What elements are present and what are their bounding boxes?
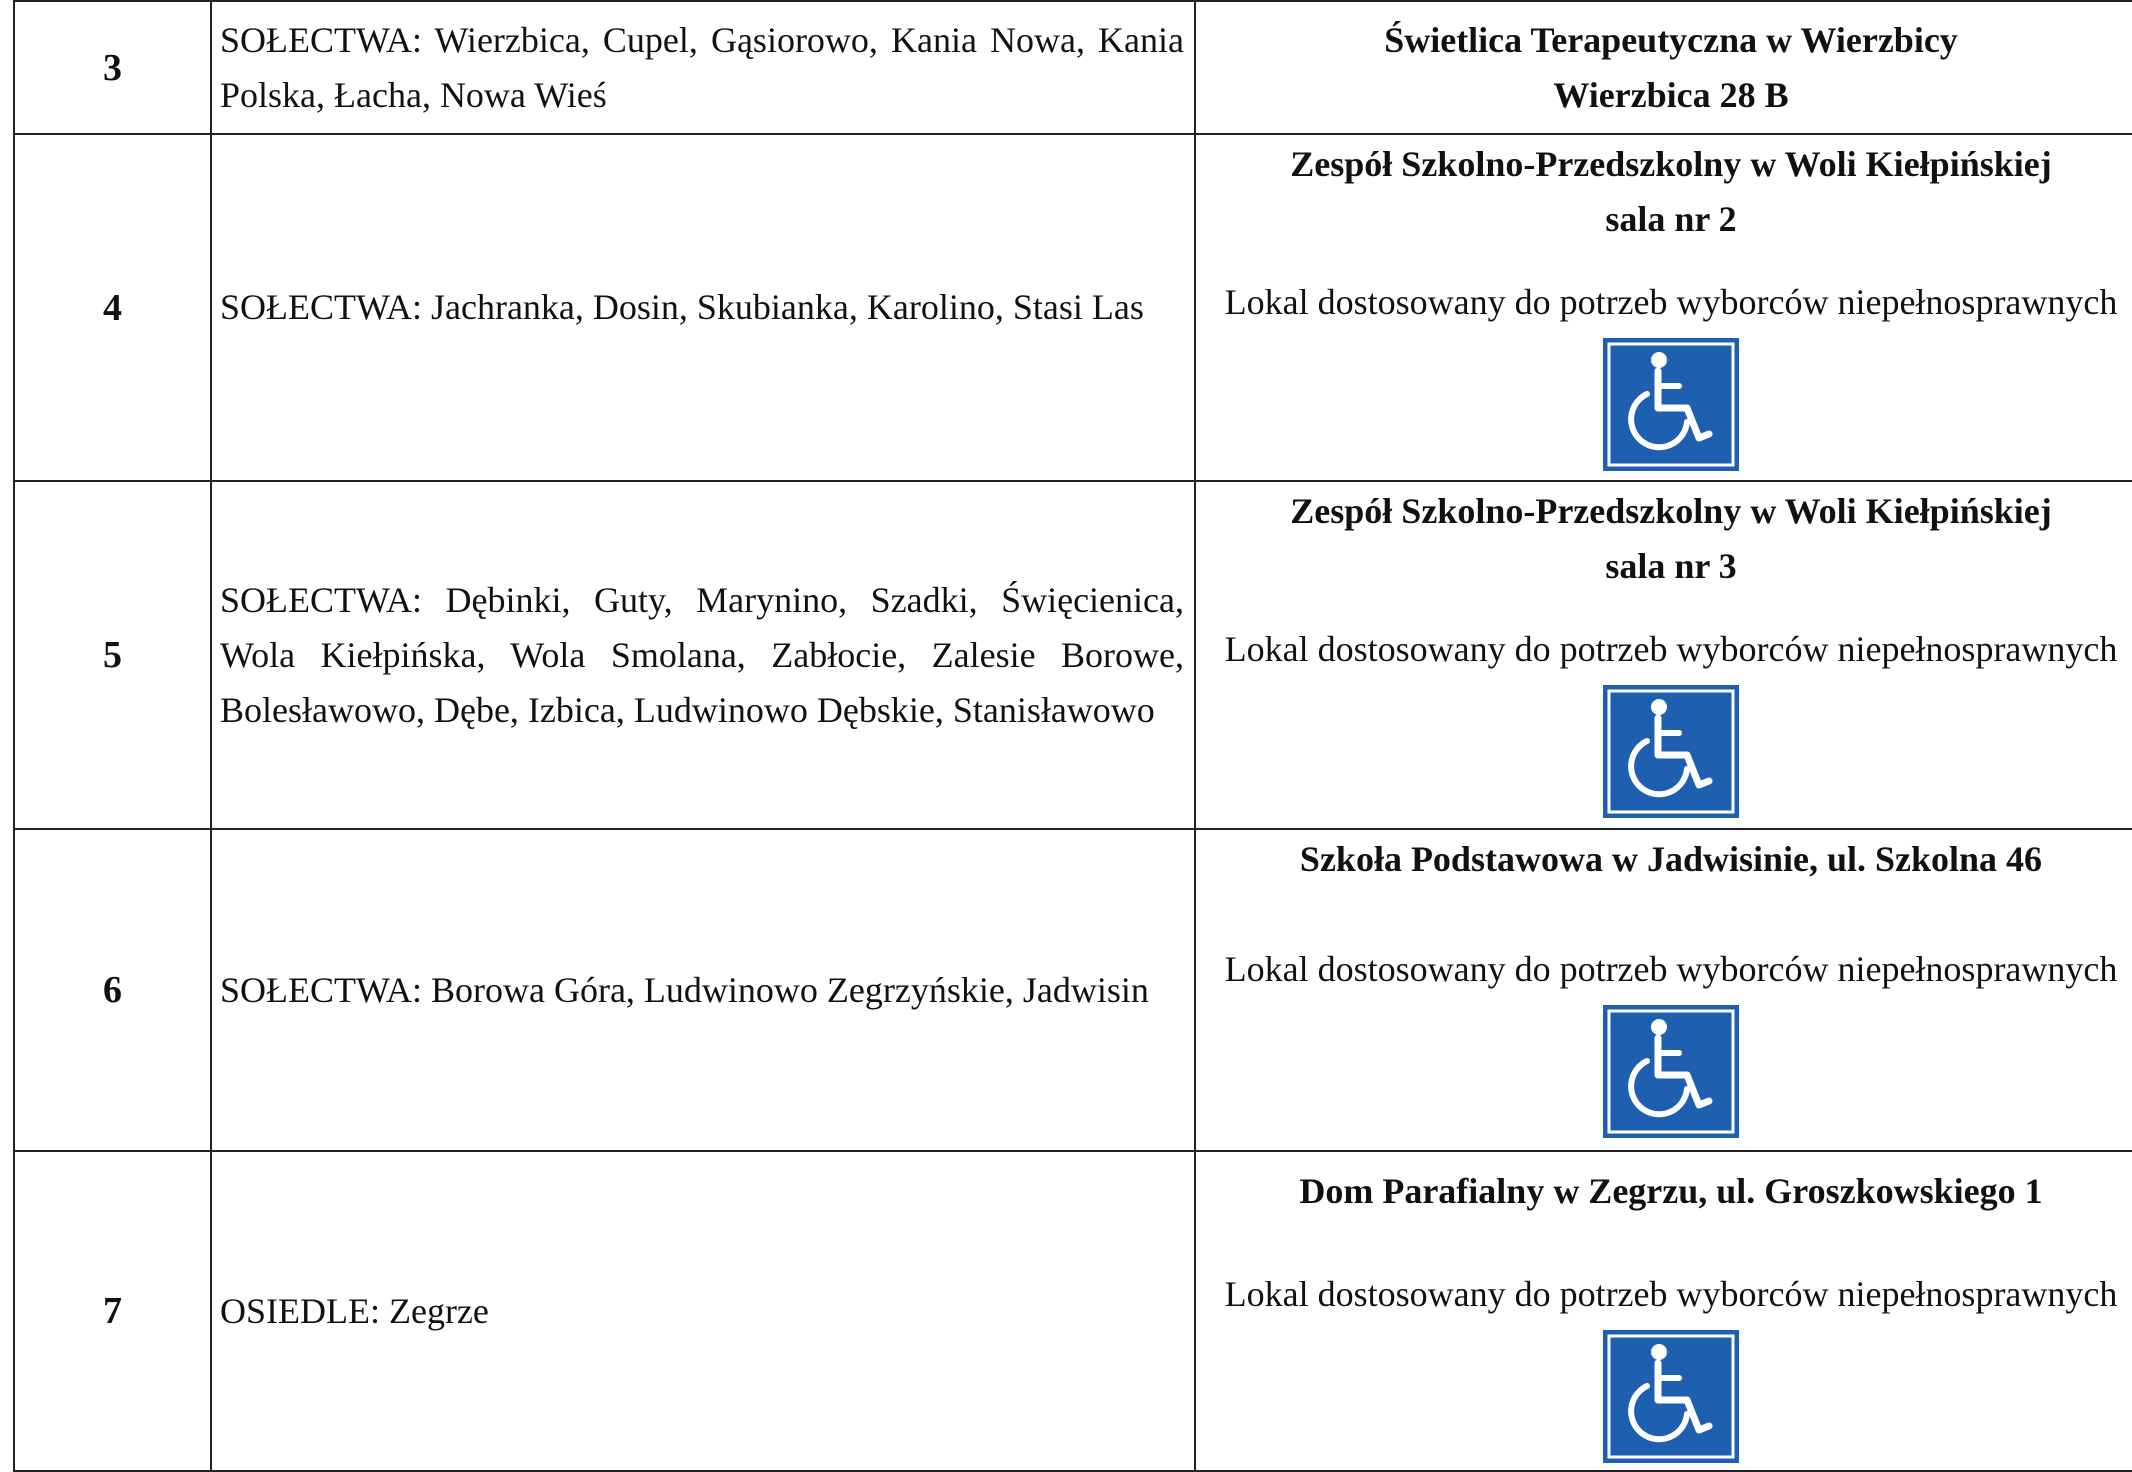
polling-location bbox=[1195, 481, 2132, 829]
district-area: OSIEDLE: Zegrze bbox=[211, 1151, 1195, 1471]
location-room: sala nr 3 bbox=[1605, 546, 1737, 586]
district-number: 7 bbox=[14, 1151, 211, 1471]
wheelchair-icon bbox=[1603, 1005, 1739, 1138]
location-room: sala nr 2 bbox=[1605, 199, 1737, 239]
table-row bbox=[14, 134, 2132, 481]
district-area: SOŁECTWA: Wierzbica, Cupel, Gąsiorowo, Kania Nowa, Kania Polska, Łacha, Nowa Wieś bbox=[211, 1, 1195, 134]
table-row bbox=[14, 481, 2132, 829]
location-name: Świetlica Terapeutyczna w Wierzbicy bbox=[1384, 19, 1958, 60]
accessibility-note: Lokal dostosowany do potrzeb wyborców niepełnosprawnych bbox=[1224, 1274, 2118, 1314]
accessibility-note: Lokal dostosowany do potrzeb wyborców niepełnosprawnych bbox=[1224, 629, 2118, 669]
polling-location bbox=[1195, 829, 2132, 1151]
polling-location bbox=[1195, 134, 2132, 481]
district-number: 4 bbox=[14, 134, 211, 481]
polling-location bbox=[1195, 1, 2132, 134]
polling-location bbox=[1195, 1151, 2132, 1471]
district-number: 6 bbox=[14, 829, 211, 1151]
table-row bbox=[14, 829, 2132, 1151]
wheelchair-icon bbox=[1603, 1330, 1739, 1463]
location-name: Zespół Szkolno-Przedszkolny w Woli Kiełpińskiej bbox=[1290, 144, 2052, 184]
polling-stations-table bbox=[13, 0, 2132, 1472]
wheelchair-icon bbox=[1603, 338, 1739, 471]
wheelchair-icon bbox=[1603, 685, 1739, 818]
location-name: Zespół Szkolno-Przedszkolny w Woli Kiełpińskiej bbox=[1290, 491, 2052, 531]
location-address: Wierzbica 28 B bbox=[1553, 74, 1789, 115]
accessibility-note: Lokal dostosowany do potrzeb wyborców niepełnosprawnych bbox=[1224, 949, 2118, 989]
district-area: SOŁECTWA: Jachranka, Dosin, Skubianka, Karolino, Stasi Las bbox=[211, 134, 1195, 481]
table-row bbox=[14, 1151, 2132, 1471]
district-area: SOŁECTWA: Borowa Góra, Ludwinowo Zegrzyńskie, Jadwisin bbox=[211, 829, 1195, 1151]
location-name: Szkoła Podstawowa w Jadwisinie, ul. Szkolna 46 bbox=[1299, 839, 2043, 879]
location-name: Dom Parafialny w Zegrzu, ul. Groszkowskiego 1 bbox=[1299, 1171, 2043, 1211]
district-number: 3 bbox=[14, 1, 211, 134]
accessibility-note: Lokal dostosowany do potrzeb wyborców niepełnosprawnych bbox=[1224, 282, 2118, 322]
table-row bbox=[14, 1, 2132, 134]
district-number: 5 bbox=[14, 481, 211, 829]
district-area: SOŁECTWA: Dębinki, Guty, Marynino, Szadki, Święcienica, Wola Kiełpińska, Wola Smolana, Zabłocie, Zalesie Borowe, Bolesławowo, Dębe, Izbica, Ludwinowo Dębskie, Stanisławowo bbox=[211, 481, 1195, 829]
